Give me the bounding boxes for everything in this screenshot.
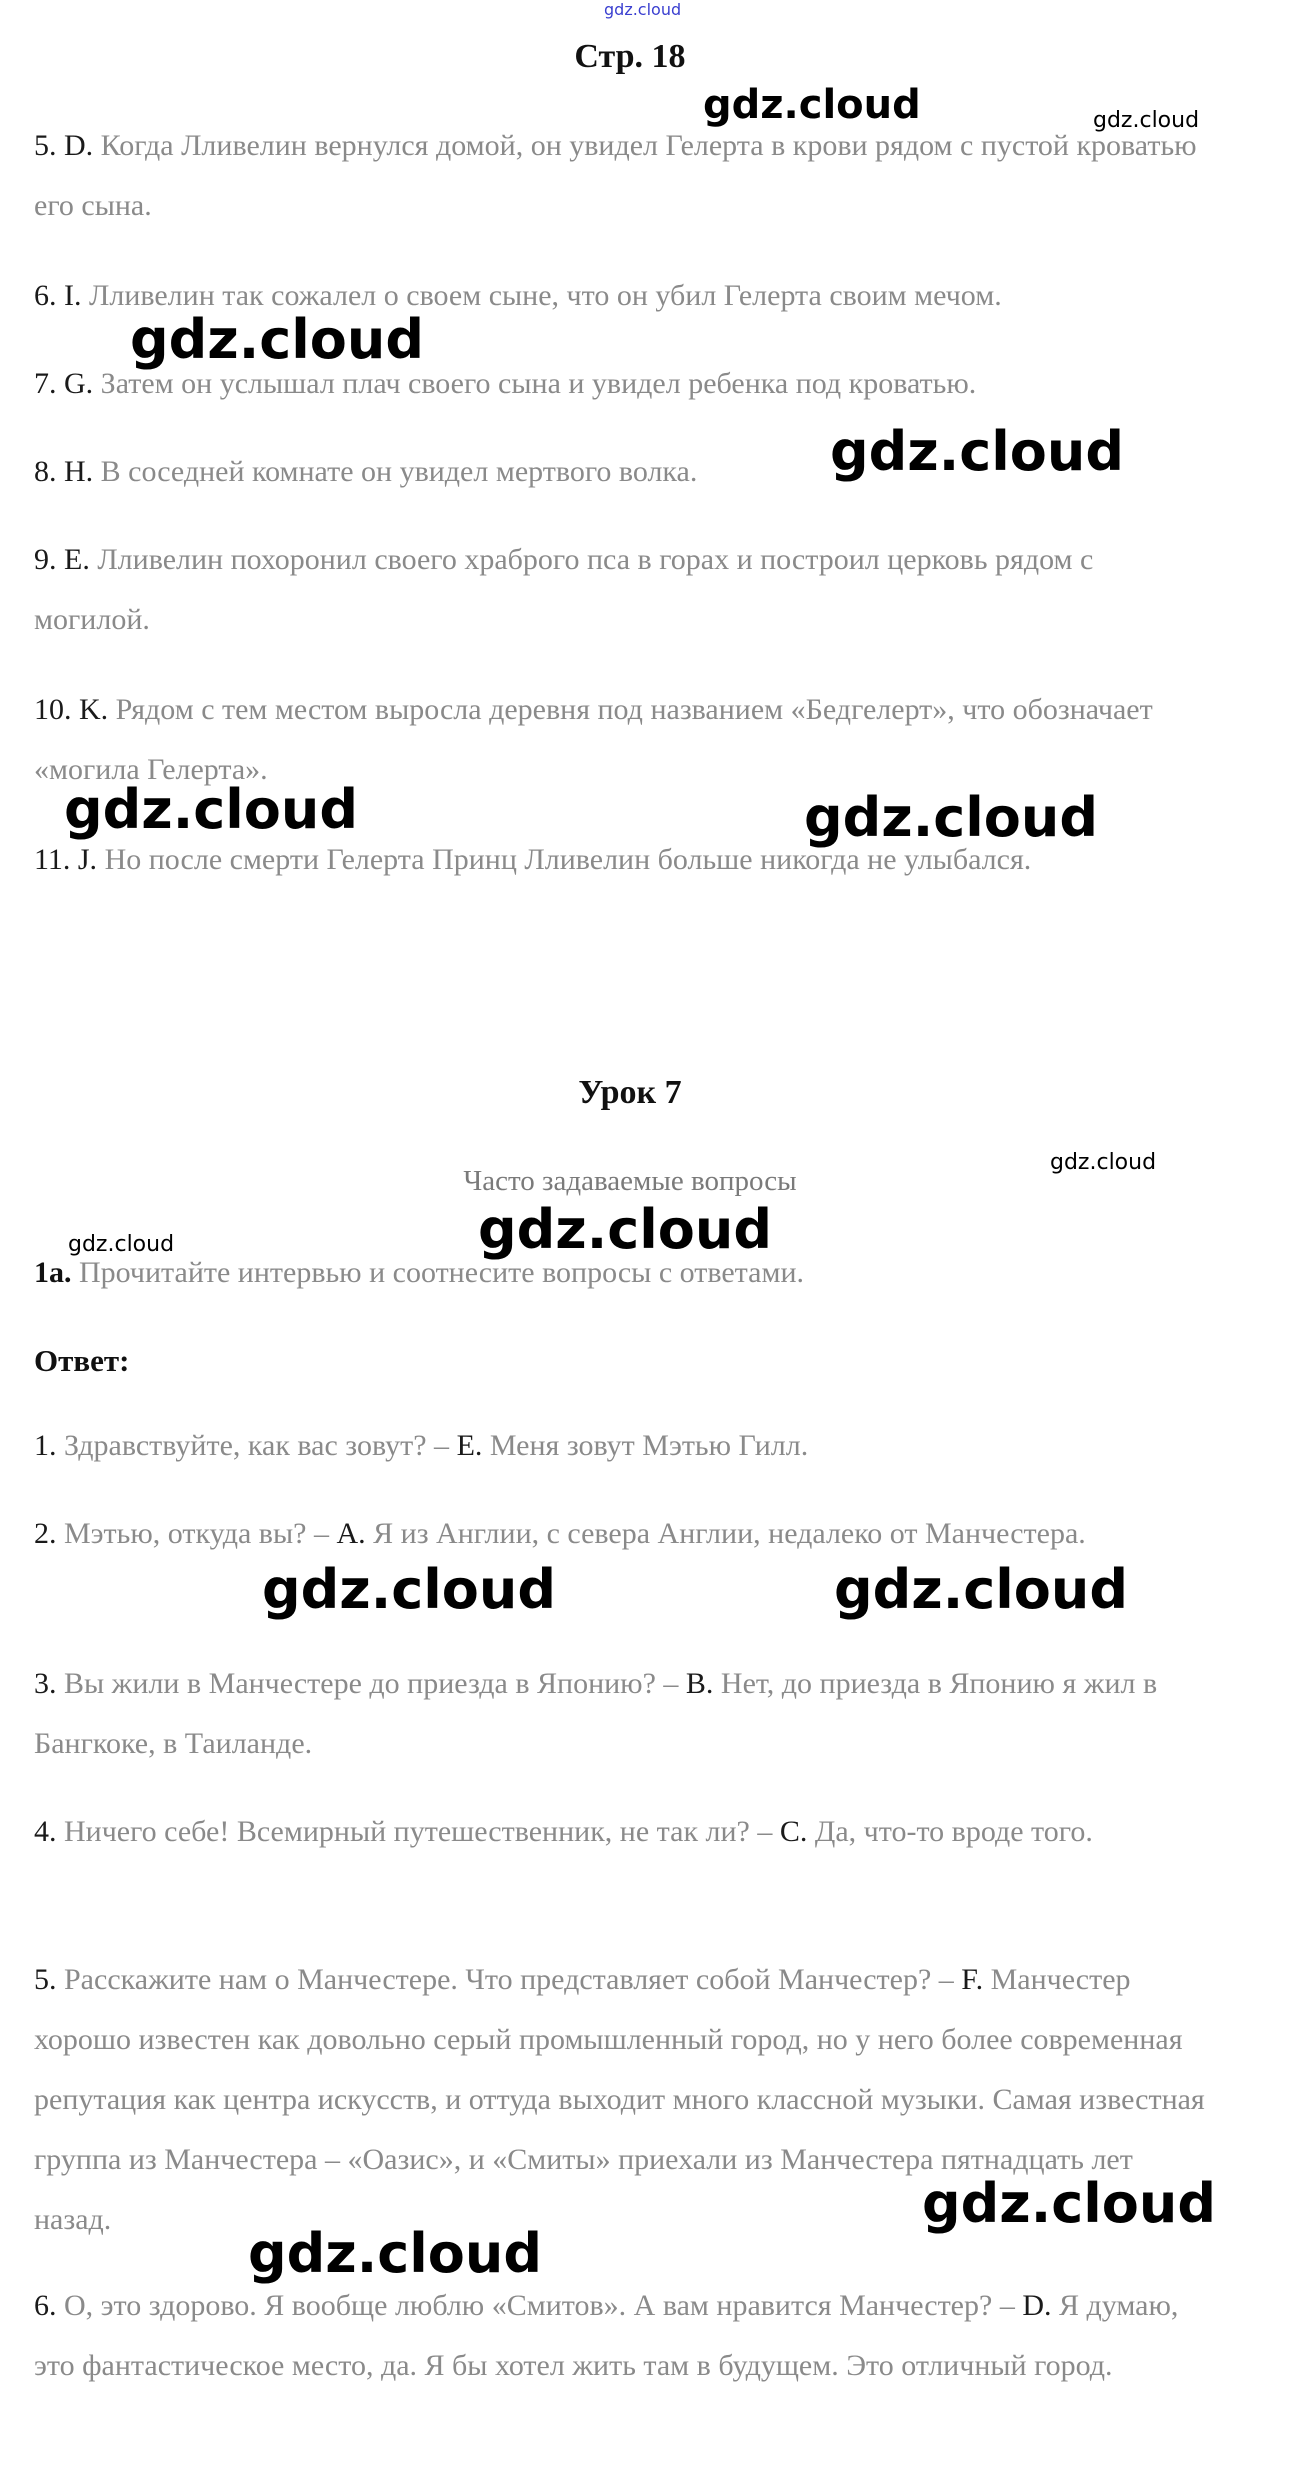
item-number: 8. H. — [34, 455, 94, 488]
list-item — [34, 1504, 1214, 1564]
task-text: Прочитайте интервью и соотнесите вопросы с ответами. — [71, 1256, 804, 1289]
item-number: 6. — [34, 2289, 57, 2322]
watermark: gdz.cloud — [478, 1198, 772, 1261]
item-text: В соседней комнате он увидел мертвого волка. — [93, 455, 698, 488]
item-answer: Нет, до приезда в Японию я жил в Бангкоке, в Таиланде. — [34, 1667, 1158, 1760]
watermark: gdz.cloud — [68, 1232, 175, 1257]
item-question: Вы жили в Манчестере до приезда в Японию? – — [56, 1667, 686, 1700]
item-question: Здравствуйте, как вас зовут? – — [56, 1429, 457, 1462]
item-question: О, это здорово. Я вообще люблю «Смитов». А вам нравится Манчестер? – — [56, 2289, 1023, 2322]
item-number: 6. I. — [34, 279, 82, 312]
item-answer-letter: B. — [685, 1667, 714, 1700]
item-number: 2. — [34, 1517, 57, 1550]
item-question: Ничего себе! Всемирный путешественник, не так ли? – — [56, 1815, 780, 1848]
watermark: gdz.cloud — [130, 308, 424, 371]
task-number: 1a. — [34, 1256, 72, 1289]
watermark: gdz.cloud — [830, 420, 1124, 483]
list-item — [34, 116, 1214, 236]
watermark: gdz.cloud — [834, 1558, 1128, 1621]
item-answer-letter: A. — [336, 1517, 366, 1550]
watermark: gdz.cloud — [1050, 1150, 1157, 1175]
watermark: gdz.cloud — [804, 786, 1098, 849]
item-number: 5. D. — [34, 129, 94, 162]
lesson-subheading: Часто задаваемые вопросы — [463, 1165, 797, 1197]
item-number: 4. — [34, 1815, 57, 1848]
item-answer: Меня зовут Мэтью Гилл. — [482, 1429, 809, 1462]
watermark-top-tiny: gdz.cloud — [604, 0, 682, 19]
item-question: Мэтью, откуда вы? – — [56, 1517, 337, 1550]
item-number: 9. E. — [34, 543, 90, 576]
item-number: 10. K. — [34, 693, 109, 726]
item-number: 5. — [34, 1963, 57, 1996]
page-heading: Стр. 18 — [574, 38, 686, 75]
item-answer-letter: D. — [1022, 2289, 1052, 2322]
watermark: gdz.cloud — [64, 778, 358, 841]
item-text: Когда Лливелин вернулся домой, он увидел Гелерта в крови рядом с пустой кроватью его сына. — [34, 129, 1197, 222]
watermark: gdz.cloud — [1093, 108, 1200, 133]
item-text: Лливелин похоронил своего храброго пса в горах и построил церковь рядом с могилой. — [34, 543, 1094, 636]
list-item — [34, 1416, 1214, 1476]
item-text: Лливелин так сожалел о своем сыне, что он убил Гелерта своим мечом. — [81, 279, 1002, 312]
answer-label: Ответ: — [34, 1343, 130, 1378]
item-answer: Да, что-то вроде того. — [807, 1815, 1093, 1848]
item-answer: Манчестер хорошо известен как довольно серый промышленный город, но у него более современная репутация как центра искусств, и оттуда выходит много классной музыки. Самая известная группа из Манчестера – «Оазис», и «Смиты» приехали из Манчестера пятнадцать лет назад. — [34, 1963, 1205, 2236]
list-item — [34, 530, 1214, 650]
watermark: gdz.cloud — [703, 82, 921, 128]
item-text: Затем он услышал плач своего сына и увидел ребенка под кроватью. — [93, 367, 977, 400]
list-item — [34, 2276, 1214, 2396]
list-item — [34, 1802, 1214, 1862]
item-text: Но после смерти Гелерта Принц Лливелин больше никогда не улыбался. — [97, 843, 1032, 876]
list-item — [34, 1654, 1214, 1774]
item-number: 7. G. — [34, 367, 94, 400]
item-number: 3. — [34, 1667, 57, 1700]
watermark: gdz.cloud — [922, 2172, 1216, 2235]
watermark: gdz.cloud — [248, 2222, 542, 2285]
item-answer-letter: C. — [779, 1815, 808, 1848]
item-answer: Я из Англии, с севера Англии, недалеко от Манчестера. — [365, 1517, 1086, 1550]
item-answer-letter: E. — [456, 1429, 483, 1462]
item-number: 1. — [34, 1429, 57, 1462]
item-question: Расскажите нам о Манчестере. Что представляет собой Манчестер? – — [56, 1963, 962, 1996]
item-answer-letter: F. — [961, 1963, 984, 1996]
lesson-heading: Урок 7 — [578, 1074, 682, 1111]
item-answer: Я думаю, это фантастическое место, да. Я бы хотел жить там в будущем. Это отличный город. — [34, 2289, 1179, 2382]
item-number: 11. J. — [34, 843, 98, 876]
item-text: Рядом с тем местом выросла деревня под названием «Бедгелерт», что обозначает «могила Гелерта». — [34, 693, 1153, 786]
watermark: gdz.cloud — [262, 1558, 556, 1621]
